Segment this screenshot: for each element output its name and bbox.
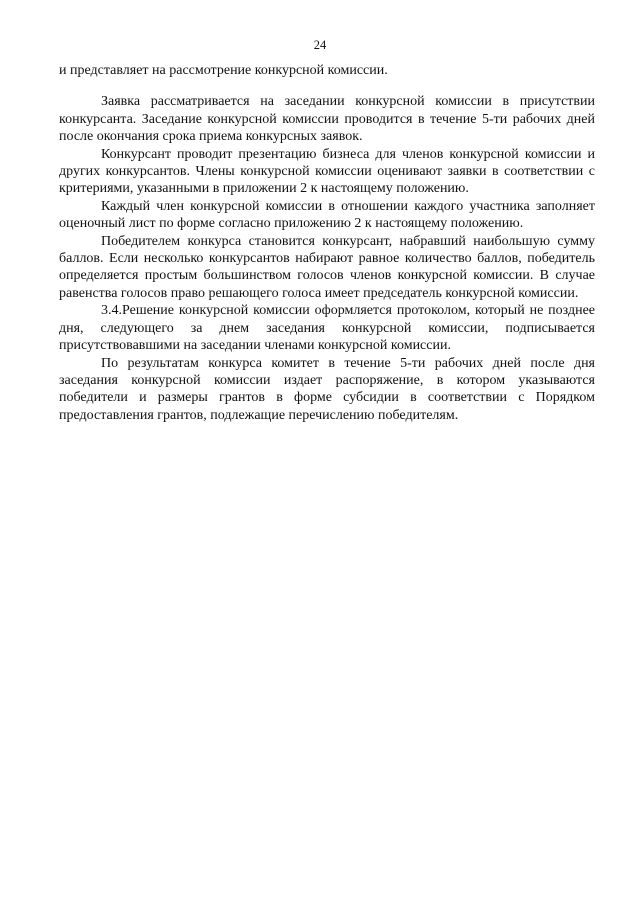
- paragraph-presentation: Конкурсант проводит презентацию бизнеса для членов конкурсной комиссии и других конкурсантов. Члены конкурсной комиссии оценивают заявки в соответствии с критериями, указанными в приложении 2 к настоящему положению.: [59, 146, 595, 197]
- paragraph-winner: Победителем конкурса становится конкурсант, набравший наибольшую сумму баллов. Если несколько конкурсантов набирают равное количество баллов, победитель определяется простым большинством голосов членов конкурсной комиссии. В случае равенства голосов право решающего голоса имеет председатель конкурсной комиссии.: [59, 233, 595, 301]
- paragraph-order: По результатам конкурса комитет в течение 5-ти рабочих дней после дня заседания конкурсной комиссии издает распоряжение, в котором указываются победители и размеры грантов в форме субсидии в соответствии с Порядком предоставления грантов, подлежащие перечислению победителям.: [59, 355, 595, 423]
- paragraph-evaluation-sheet: Каждый член конкурсной комиссии в отношении каждого участника заполняет оценочный лист по форме согласно приложению 2 к настоящему положению.: [59, 198, 595, 232]
- paragraph-application-review: Заявка рассматривается на заседании конкурсной комиссии в присутствии конкурсанта. Заседание конкурсной комиссии проводится в течение 5-ти рабочих дней после окончания срока приема конкурсных заявок.: [59, 94, 595, 145]
- paragraph-continuation: и представляет на рассмотрение конкурсной комиссии.: [59, 63, 388, 78]
- document-body: [59, 62, 595, 424]
- paragraph-gap: [59, 79, 595, 93]
- paragraph-protocol: 3.4.Решение конкурсной комиссии оформляется протоколом, который не позднее дня, следующего за днем заседания конкурсной комиссии, подписывается присутствовавшими на заседании членами конкурсной комиссии.: [59, 303, 595, 354]
- page-number: 24: [313, 38, 327, 52]
